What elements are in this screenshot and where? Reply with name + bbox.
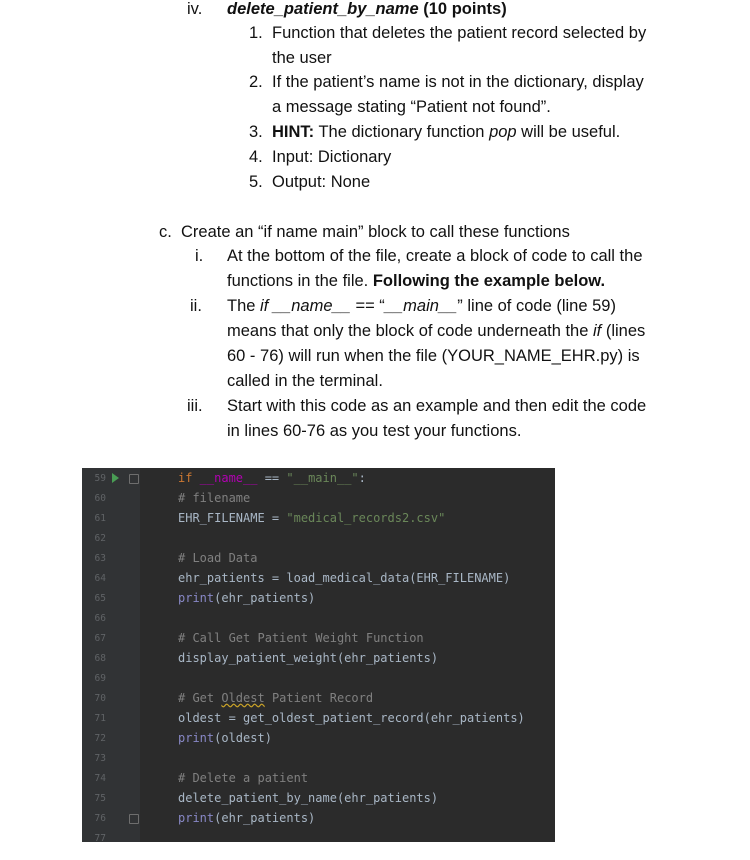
line-number: 71	[94, 713, 106, 724]
hint-text-b: will be useful.	[516, 123, 621, 141]
code-line-60: # filename	[178, 491, 251, 505]
fold-close-icon	[129, 814, 139, 824]
c-i-line2	[227, 269, 605, 294]
c-i-line2-bold: Following the example below.	[372, 272, 606, 290]
line-number: 67	[94, 633, 106, 644]
line-number: 72	[94, 733, 106, 744]
line-number: 74	[94, 773, 106, 784]
c-iii-line1: Start with this code as an example and then edit the code	[227, 397, 647, 415]
section-iv-numeral: iv.	[187, 0, 203, 18]
item-2-num: 2.	[249, 73, 263, 91]
line-number: 59	[94, 473, 106, 484]
code-line-75: delete_patient_by_name(ehr_patients)	[178, 791, 439, 805]
item-4-text: Input: Dictionary	[272, 148, 392, 166]
c-i-line2-plain: functions in the file.	[227, 272, 373, 290]
code-line-64: ehr_patients = load_medical_data(EHR_FILENAME)	[178, 571, 511, 585]
item-4-num: 4.	[249, 148, 263, 166]
line-number: 77	[94, 833, 106, 842]
line-number: 66	[94, 613, 106, 624]
c-ii-the: The	[227, 297, 261, 315]
c-ii-line2-a: means that only the block of code underneath the	[227, 322, 593, 340]
c-ii-num: ii.	[190, 297, 202, 315]
c-ii-main: __main__	[384, 297, 458, 315]
c-ii-line1	[227, 294, 616, 319]
c-ii-rest: ” line of code (line 59)	[457, 297, 616, 315]
c-iii-line2: in lines 60-76 as you test your functions.	[227, 422, 522, 440]
c-ii-name: __name__	[268, 297, 351, 315]
line-number: 63	[94, 553, 106, 564]
line-number: 65	[94, 593, 106, 604]
line-number: 60	[94, 493, 106, 504]
line-number: 64	[94, 573, 106, 584]
c-ii-line2-if: if	[593, 322, 602, 340]
line-number: 70	[94, 693, 106, 704]
item-3-text	[272, 120, 620, 145]
code-line-59: if __name__ == "__main__":	[178, 471, 366, 485]
line-number: 75	[94, 793, 106, 804]
code-line-70: # Get Oldest Patient Record	[178, 691, 374, 705]
fold-open-icon	[129, 474, 139, 484]
section-c-label: c.	[159, 223, 172, 241]
item-1-line1: Function that deletes the patient record selected by	[272, 24, 647, 42]
line-number: 73	[94, 753, 106, 764]
hint-pop: pop	[489, 123, 517, 141]
c-ii-eq: == “	[350, 297, 385, 315]
points-label: (10 points)	[423, 0, 507, 18]
line-number: 61	[94, 513, 106, 524]
line-number: 62	[94, 533, 106, 544]
line-number: 68	[94, 653, 106, 664]
code-line-71: oldest = get_oldest_patient_record(ehr_patients)	[178, 711, 525, 725]
item-2-line1: If the patient’s name is not in the dictionary, display	[272, 73, 644, 91]
item-1-line2: the user	[272, 49, 332, 67]
c-i-num: i.	[195, 247, 204, 265]
c-ii-line2-b: (lines	[601, 322, 646, 340]
code-line-63: # Load Data	[178, 551, 258, 565]
c-ii-if: if	[260, 297, 269, 315]
c-i-line1: At the bottom of the file, create a block of code to call the	[227, 247, 643, 265]
code-line-76: print(ehr_patients)	[178, 811, 316, 825]
code-line-74: # Delete a patient	[178, 771, 309, 785]
c-ii-line2	[227, 319, 645, 344]
code-line-61: EHR_FILENAME = "medical_records2.csv"	[178, 511, 446, 525]
section-iv-heading	[227, 0, 507, 22]
code-line-67: # Call Get Patient Weight Function	[178, 631, 424, 645]
hint-text-a: The dictionary function	[318, 123, 490, 141]
c-ii-line3: 60 - 76) will run when the file (YOUR_NAME_EHR.py) is	[227, 347, 640, 365]
section-c-text: Create an “if name main” block to call these functions	[181, 223, 570, 241]
item-2-line2: a message stating “Patient not found”.	[272, 98, 551, 116]
code-line-68: display_patient_weight(ehr_patients)	[178, 651, 439, 665]
run-icon	[112, 473, 119, 483]
item-5-text: Output: None	[272, 173, 371, 191]
hint-label: HINT:	[272, 123, 315, 141]
item-3-num: 3.	[249, 123, 263, 141]
item-1-num: 1.	[249, 24, 263, 42]
line-number: 69	[94, 673, 106, 684]
function-name: delete_patient_by_name	[227, 0, 419, 18]
line-number: 76	[94, 813, 106, 824]
c-iii-num: iii.	[187, 397, 203, 415]
code-line-65: print(ehr_patients)	[178, 591, 316, 605]
code-editor	[82, 468, 555, 842]
item-5-num: 5.	[249, 173, 263, 191]
c-ii-line4: called in the terminal.	[227, 372, 383, 390]
code-line-72: print(oldest)	[178, 731, 272, 745]
